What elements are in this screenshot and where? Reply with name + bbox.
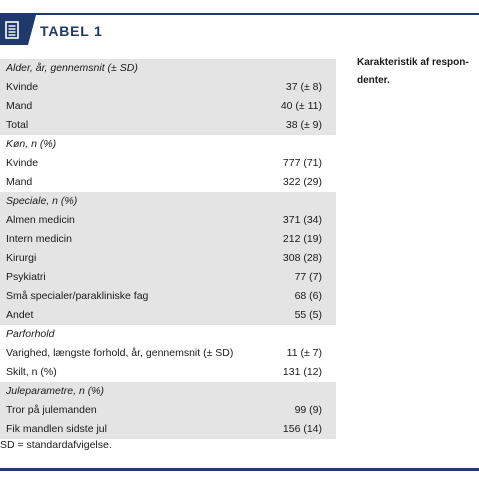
row-label: Kvinde [6,81,39,93]
row-label: Kirurgi [6,252,37,264]
table-row [0,97,336,116]
row-value: 68 (6) [294,290,322,302]
row-value: 131 (12) [282,366,322,378]
section-heading-label: Juleparametre, n (%) [6,385,105,397]
table-footnote: SD = standardafvigelse. [0,439,112,451]
table-row [0,154,336,173]
row-value: 99 (9) [294,404,322,416]
row-value: 77 (7) [294,271,322,283]
section-heading [0,135,336,154]
row-value: 308 (28) [282,252,322,264]
table-row [0,230,336,249]
row-value: 55 (5) [294,309,322,321]
row-label: Små specialer/parakliniske fag [6,290,149,302]
table-row [0,363,336,382]
header-notch [28,15,36,45]
table-row [0,249,336,268]
section-heading [0,192,336,211]
row-label: Fik mandlen sidste jul [6,423,107,435]
table-row [0,211,336,230]
table-header [0,15,479,45]
table-row [0,268,336,287]
row-value: 37 (± 8) [285,81,322,93]
caption-line-1: Karakteristik af respon- [357,57,469,68]
section-heading [0,59,336,78]
row-label: Varighed, længste forhold, år, gennemsnit (± SD) [6,347,234,359]
table-title: TABEL 1 [40,23,103,39]
row-label: Andet [6,309,34,321]
row-value: 40 (± 11) [280,100,322,112]
row-value: 11 (± 7) [286,347,322,359]
section-heading [0,382,336,401]
section-heading-label: Alder, år, gennemsnit (± SD) [6,62,138,74]
row-label: Mand [6,100,33,112]
caption-line-2: denter. [357,75,390,86]
data-table [0,59,336,439]
row-label: Intern medicin [6,233,72,245]
row-label: Almen medicin [6,214,75,226]
section-heading-label: Speciale, n (%) [6,195,78,207]
row-value: 777 (71) [282,157,322,169]
row-label: Psykiatri [6,271,46,283]
document-list-icon [5,21,19,39]
row-label: Mand [6,176,33,188]
table-row [0,116,336,135]
table-row [0,306,336,325]
row-value: 212 (19) [282,233,322,245]
row-value: 38 (± 9) [285,119,322,131]
section-heading [0,325,336,344]
row-label: Skilt, n (%) [6,366,57,378]
row-value: 322 (29) [282,176,322,188]
section-heading-label: Køn, n (%) [6,138,57,150]
table-row [0,173,336,192]
row-value: 371 (34) [282,214,322,226]
table-row [0,78,336,97]
row-label: Total [6,119,29,131]
row-label: Kvinde [6,157,39,169]
row-value: 156 (14) [282,423,322,435]
table-caption [357,54,479,90]
table-row [0,420,336,439]
row-label: Tror på julemanden [6,404,97,416]
section-heading-label: Parforhold [6,328,55,340]
document-icon-box [0,15,28,45]
table-row [0,344,336,363]
table-row [0,287,336,306]
table-row [0,401,336,420]
bottom-rule [0,468,479,471]
